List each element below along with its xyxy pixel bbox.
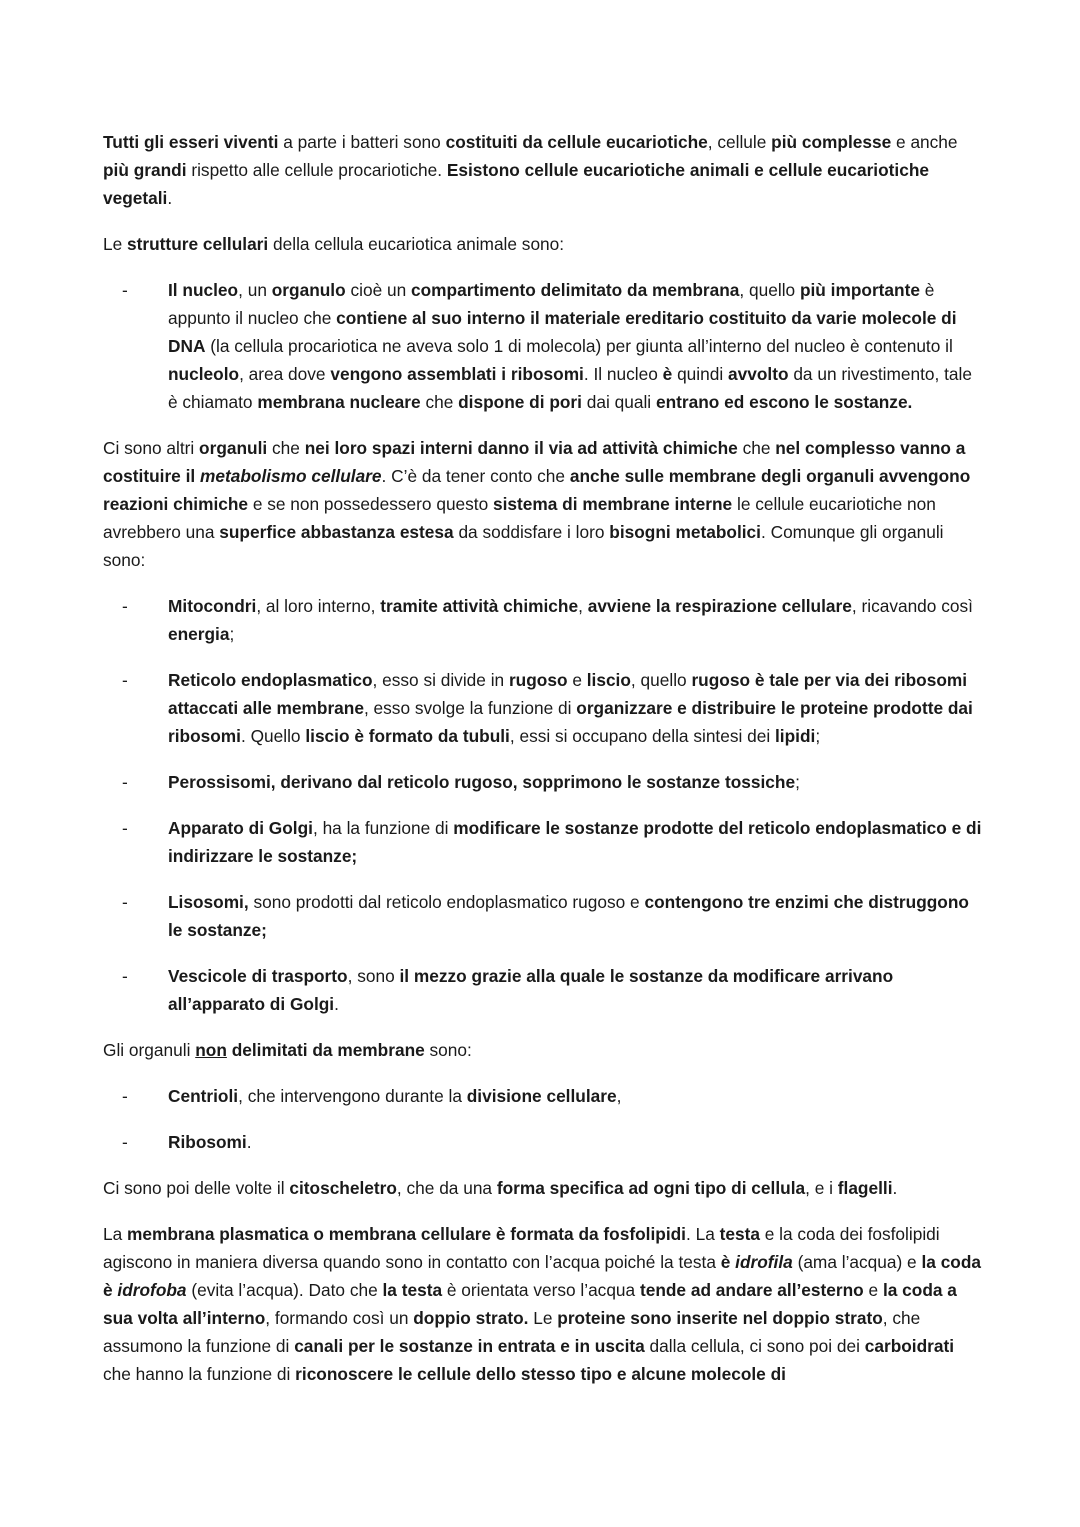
bold-text: costituiti da cellule eucariotiche [445,132,708,152]
bold-text: Perossisomi, derivano dal reticolo rugoso, sopprimono le sostanze tossiche [168,772,796,792]
bold-text: superfice abbastanza estesa [219,522,454,542]
bold-text: Mitocondri [168,596,257,616]
bold-text: carboidrati [864,1336,955,1356]
bold-text: Apparato di Golgi [168,818,313,838]
bold-text: canali per le sostanze in entrata e in uscita [294,1336,645,1356]
bold-text: Tutti gli esseri viventi [103,132,279,152]
bold-text: contiene al suo interno il materiale ereditario costituito da varie molecole di DNA [168,308,957,356]
dash-bullet: - [122,670,128,690]
bold-text: riconoscere le cellule dello stesso tipo e alcune molecole di [295,1364,786,1384]
bold-text: Lisosomi, [168,892,249,912]
bold-text: delimitati da membrane [231,1040,425,1060]
bold-text: doppio strato. [413,1308,529,1328]
list-item-text: Mitocondri, al loro interno, tramite attività chimiche, avviene la respirazione cellulare, ricavando così energia; [168,596,973,644]
bold-text: liscio [586,670,631,690]
bold-text: nucleolo [168,364,240,384]
dash-bullet: - [122,280,128,300]
bold-text: contengono tre enzimi che distruggono le sostanze; [168,892,969,940]
bold-text: tende ad andare all’esterno [639,1280,864,1300]
list-item [103,592,983,648]
bold-text: Esistono cellule eucariotiche animali e cellule eucariotiche vegetali [103,160,929,208]
bold-text: avviene la respirazione cellulare [587,596,852,616]
paragraph-membrane: La membrana plasmatica o membrana cellulare è formata da fosfolipidi. La testa e la coda dei fosfolipidi agiscono in maniera diversa quando sono in contatto con l’acqua poiché la testa è idrofila (ama l’acqua) e la coda è idrofoba (evita l’acqua). Dato che la testa è orientata verso l’acqua tende ad andare all’esterno e la coda a sua volta all’interno, formando così un doppio strato. Le proteine sono inserite nel doppio strato, che assumono la funzione di canali per le sostanze in entrata e in uscita dalla cellula, ci sono poi dei carboidrati che hanno la funzione di riconoscere le cellule dello stesso tipo e alcune molecole di [103,1224,982,1384]
document-page [103,128,983,1406]
bold-text: organulo [271,280,346,300]
emphasis-text: idrofoba [117,1280,187,1300]
bold-text: è [662,364,673,384]
paragraph-structures: Le strutture cellulari della cellula eucariotica animale sono: [103,234,565,254]
bold-text: la testa [382,1280,443,1300]
bold-text: rugoso [508,670,568,690]
bold-text: proteine sono inserite nel doppio strato [557,1308,883,1328]
emphasis-text: idrofila [735,1252,793,1272]
bold-text: energia [168,624,230,644]
list-item [103,666,983,750]
list-item [103,768,983,796]
dash-bullet: - [122,772,128,792]
list-item [103,962,983,1018]
bold-text: strutture cellulari [127,234,269,254]
list-item [103,888,983,944]
bold-text: più grandi [103,160,187,180]
bold-text: forma specifica ad ogni tipo di cellula [496,1178,806,1198]
bold-text: rugoso è tale per via dei ribosomi attaccati alle membrane [168,670,968,718]
dash-bullet: - [122,1132,128,1152]
dash-bullet: - [122,966,128,986]
list-item-text: Perossisomi, derivano dal reticolo rugoso, sopprimono le sostanze tossiche; [168,772,800,792]
dash-bullet: - [122,1086,128,1106]
list-non-membrane [103,1082,983,1156]
list-item-text: Vescicole di trasporto, sono il mezzo grazie alla quale le sostanze da modificare arrivano all’apparato di Golgi. [168,966,894,1014]
list-item [103,814,983,870]
bold-text: la coda è [103,1252,982,1300]
list-item-text: Lisosomi, sono prodotti dal reticolo endoplasmatico rugoso e contengono tre enzimi che distruggono le sostanze; [168,892,969,940]
list-item [103,1082,983,1110]
dash-bullet: - [122,596,128,616]
emphasis-text: metabolismo cellulare [200,466,382,486]
bold-text: lipidi [775,726,816,746]
bold-text: più importante [799,280,920,300]
bold-text: tramite attività chimiche [380,596,579,616]
list-item [103,276,983,416]
paragraph-organelles: Ci sono altri organuli che nei loro spazi interni danno il via ad attività chimiche che nel complesso vanno a costituire il metabolismo cellulare. C’è da tener conto che anche sulle membrane degli organuli avvengono reazioni chimiche e se non possedessero questo sistema di membrane interne le cellule eucariotiche non avrebbero una superfice abbastanza estesa da soddisfare i loro bisogni metabolici. Comunque gli organuli sono: [103,438,971,570]
bold-text: citoscheletro [289,1178,397,1198]
list-item-text: Reticolo endoplasmatico, esso si divide in rugoso e liscio, quello rugoso è tale per via dei ribosomi attaccati alle membrane, esso svolge la funzione di organizzare e distribuire le proteine prodotte dai ribosomi. Quello liscio è formato da tubuli, essi si occupano della sintesi dei lipidi; [168,670,973,746]
bold-text: Centrioli [168,1086,239,1106]
bold-text: flagelli [837,1178,893,1198]
bold-text: sistema di membrane interne [493,494,733,514]
bold-text: la coda a sua volta all’interno [103,1280,957,1328]
bold-text: testa [719,1224,760,1244]
bold-text: organuli [199,438,268,458]
paragraph-non-membrane: Gli organuli non delimitati da membrane sono: [103,1040,472,1060]
bold-text: nei loro spazi interni danno il via ad attività chimiche [304,438,738,458]
bold-text: anche sulle membrane degli organuli avvengono reazioni chimiche [103,466,971,514]
bold-text: il mezzo grazie alla quale le sostanze da modificare arrivano all’apparato di Golgi [168,966,894,1014]
list-nucleus [103,276,983,416]
dash-bullet: - [122,818,128,838]
bold-text: organizzare e distribuire le proteine prodotte dai ribosomi [168,698,973,746]
bold-text: nel complesso vanno a costituire il [103,438,966,486]
list-item-text: Centrioli, che intervengono durante la divisione cellulare, [168,1086,622,1106]
bold-text: membrana nucleare [257,392,421,412]
bold-text: vengono assemblati i ribosomi [330,364,584,384]
bold-text: avvolto [728,364,789,384]
list-organelles [103,592,983,1018]
bold-text: divisione cellulare [466,1086,617,1106]
bold-text: liscio è formato da tubuli [305,726,510,746]
list-item-text: Apparato di Golgi, ha la funzione di modificare le sostanze prodotte del reticolo endoplasmatico e di indirizzare le sostanze; [168,818,982,866]
bold-text: bisogni metabolici [609,522,761,542]
list-item-text: Il nucleo, un organulo cioè un compartimento delimitato da membrana, quello più importante è appunto il nucleo che contiene al suo interno il materiale ereditario costituito da varie molecole di DNA (la cellula procariotica ne aveva solo 1 di molecola) per giunta all’interno del nucleo è contenuto il nucleolo, area dove vengono assemblati i ribosomi. Il nucleo è quindi avvolto da un rivestimento, tale è chiamato membrana nucleare che dispone di pori dai quali entrano ed escono le sostanze. [168,280,972,412]
paragraph-intro: Tutti gli esseri viventi a parte i batteri sono costituiti da cellule eucariotiche, cellule più complesse e anche più grandi rispetto alle cellule procariotiche. Esistono cellule eucariotiche animali e cellule eucariotiche vegetali. [103,132,958,208]
list-item-text: Ribosomi. [168,1132,252,1152]
bold-text: membrana plasmatica o membrana cellulare è formata da fosfolipidi [127,1224,686,1244]
bold-text: compartimento delimitato da membrana [411,280,740,300]
bold-text: Vescicole di trasporto [168,966,348,986]
bold-text: dispone di pori [458,392,582,412]
bold-text: non [195,1040,227,1060]
bold-text: Reticolo endoplasmatico [168,670,373,690]
list-item [103,1128,983,1156]
bold-text: Ribosomi [168,1132,247,1152]
dash-bullet: - [122,892,128,912]
bold-text: modificare le sostanze prodotte del reticolo endoplasmatico e di indirizzare le sostanze; [168,818,982,866]
bold-text: è [720,1252,736,1272]
bold-text: entrano ed escono le sostanze. [655,392,913,412]
bold-text: Il nucleo [168,280,239,300]
paragraph-cytoskeleton: Ci sono poi delle volte il citoscheletro, che da una forma specifica ad ogni tipo di cellula, e i flagelli. [103,1178,898,1198]
bold-text: più complesse [771,132,892,152]
